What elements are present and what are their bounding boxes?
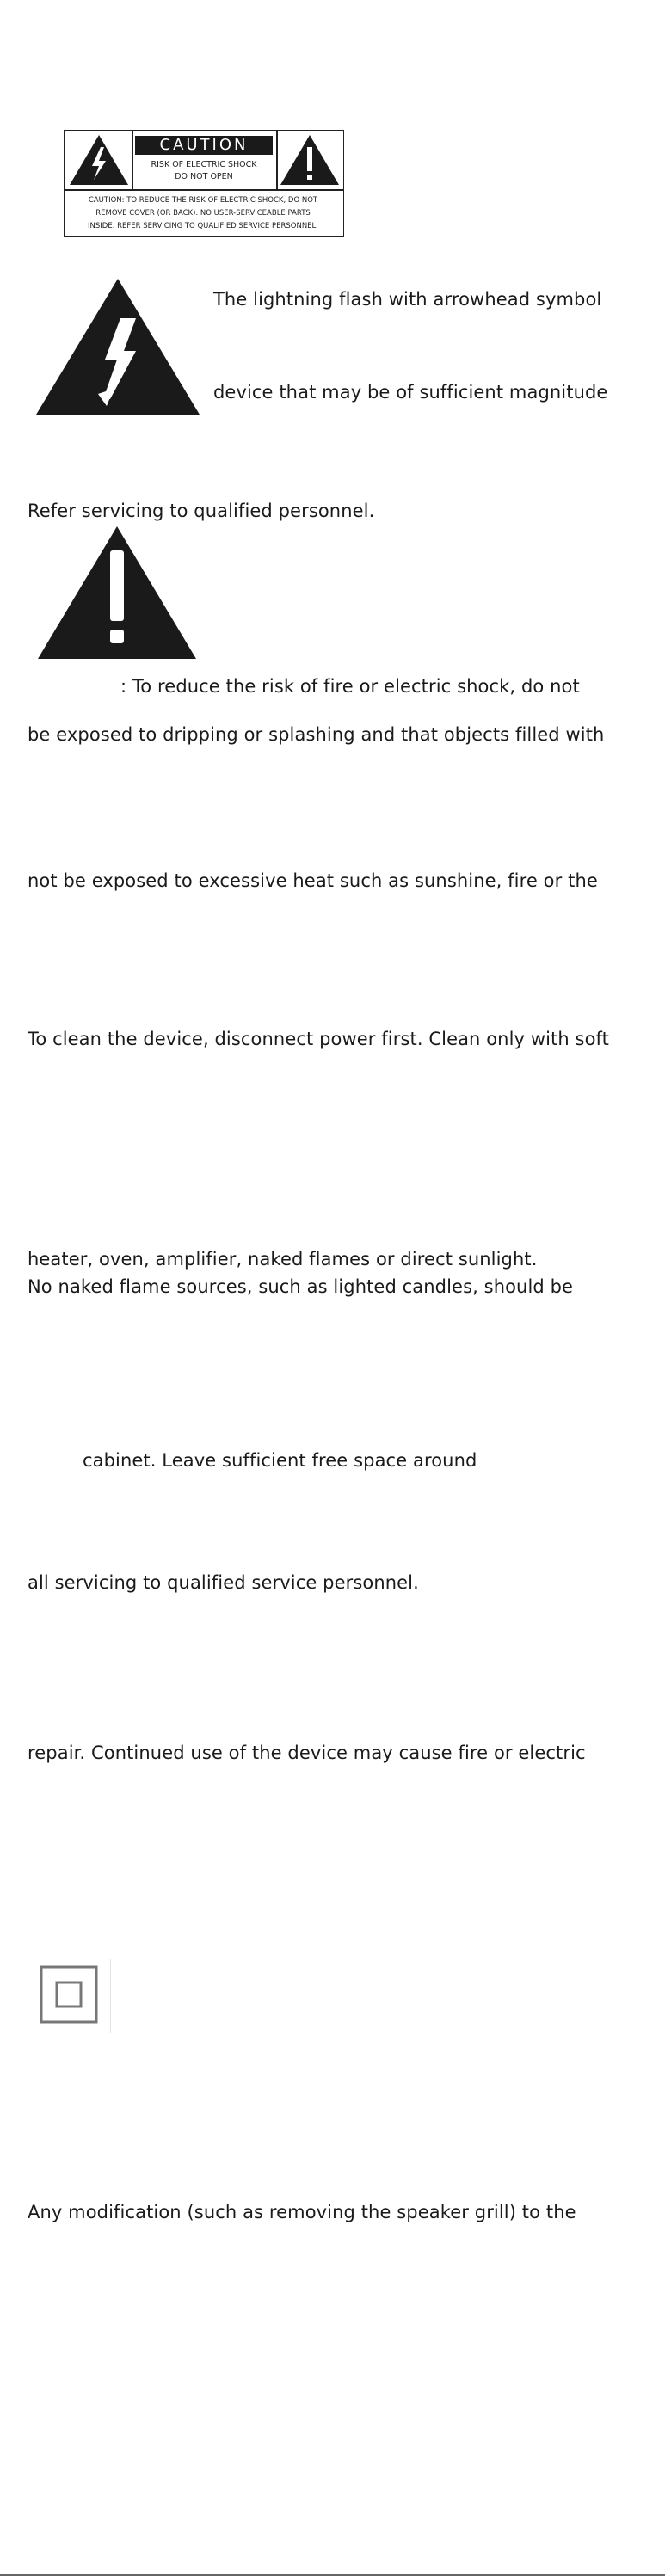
text-line-13: Any modification (such as removing the speaker grill) to the bbox=[28, 2202, 576, 2222]
text-line-5: be exposed to dripping or splashing and that objects filled with bbox=[28, 724, 605, 745]
text-line-3: Refer servicing to qualified personnel. bbox=[28, 501, 375, 521]
caution-label-header bbox=[65, 131, 342, 189]
text-line-8: heater, oven, amplifier, naked flames or direct sunlight. bbox=[28, 1249, 538, 1270]
text-line-7: To clean the device, disconnect power first. Clean only with soft bbox=[28, 1029, 610, 1049]
text-line-2: device that may be of sufficient magnitude bbox=[213, 382, 608, 403]
caution-sub-line-2: DO NOT OPEN bbox=[175, 172, 233, 181]
text-line-6: not be exposed to excessive heat such as sunshine, fire or the bbox=[28, 870, 598, 891]
exclamation-warning-icon bbox=[36, 525, 198, 661]
double-insulation-icon bbox=[38, 1964, 103, 2026]
text-line-11: all servicing to qualified service personnel. bbox=[28, 1572, 419, 1593]
caution-body-line-1: CAUTION: TO REDUCE THE RISK OF ELECTRIC SHOCK, DO NOT bbox=[88, 196, 318, 205]
lightning-warning-icon bbox=[34, 277, 201, 416]
text-line-10: cabinet. Leave sufficient free space around bbox=[83, 1450, 477, 1471]
text-line-1: The lightning flash with arrowhead symbol bbox=[213, 289, 602, 310]
text-line-9: No naked flame sources, such as lighted candles, should be bbox=[28, 1276, 574, 1297]
page-bottom-rule bbox=[0, 2574, 665, 2576]
text-line-12: repair. Continued use of the device may cause fire or electric bbox=[28, 1743, 586, 1763]
caution-heading: CAUTION bbox=[135, 136, 273, 155]
caution-body-line-3: INSIDE. REFER SERVICING TO QUALIFIED SERVICE PERSONNEL. bbox=[88, 222, 318, 231]
caution-sub-line-1: RISK OF ELECTRIC SHOCK bbox=[151, 160, 257, 169]
lightning-warning-icon bbox=[68, 133, 130, 187]
caution-body-line-2: REMOVE COVER (OR BACK). NO USER-SERVICEABLE PARTS bbox=[95, 209, 311, 218]
exclamation-warning-icon bbox=[279, 133, 341, 187]
text-line-4: : To reduce the risk of fire or electric shock, do not bbox=[120, 676, 580, 697]
caution-label bbox=[64, 130, 344, 237]
